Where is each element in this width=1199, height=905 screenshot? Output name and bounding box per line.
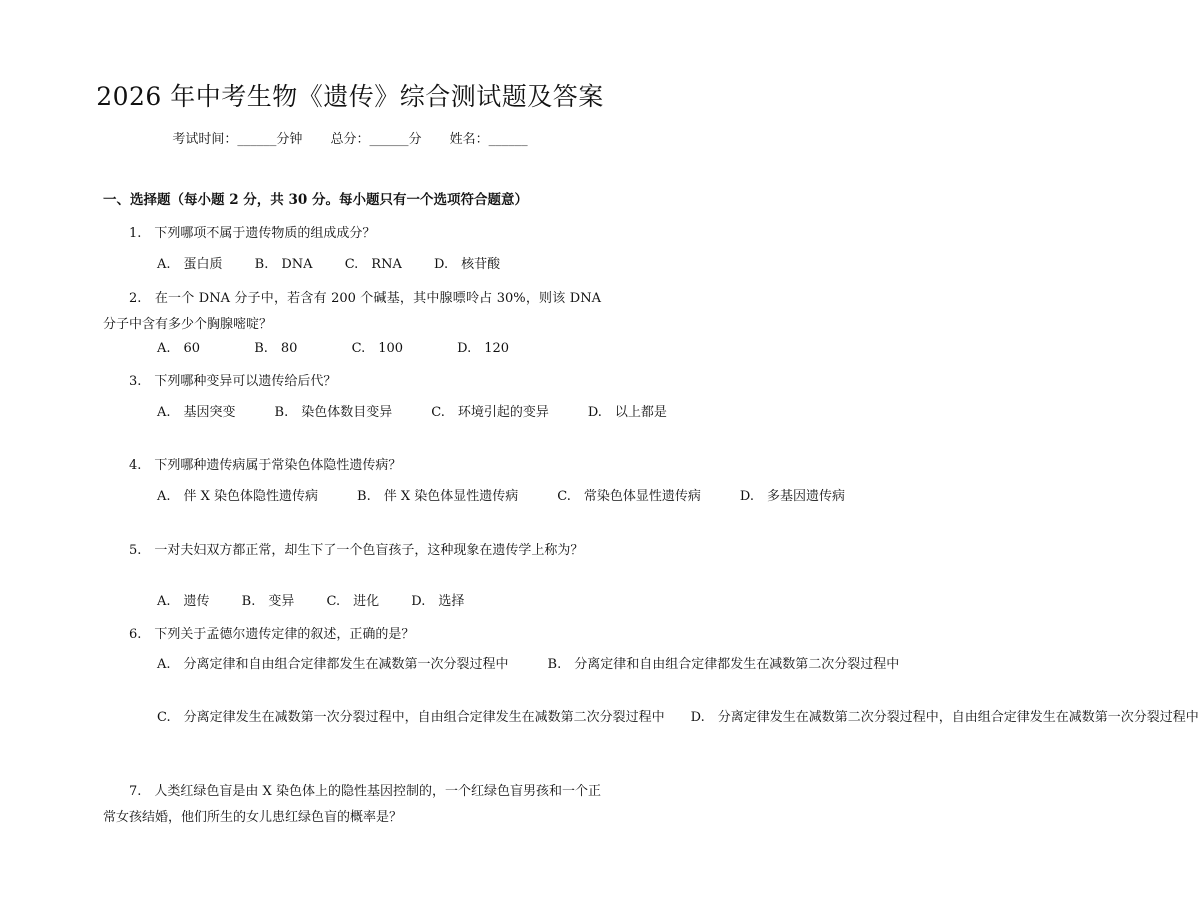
page-title: 2026 年中考生物《遗传》综合测试题及答案 (96, 82, 604, 111)
option-c: C. 100 (351, 341, 404, 356)
question-6-options-text-1: A. 分离定律和自由组合定律都发生在减数第一次分裂过程中 B. 分离定律和自由组合定律都发生在减数第二次分裂过程中 (157, 657, 900, 672)
question-3-options-text: A. 基因突变 B. 染色体数目变异 C. 环境引起的变异 D. 以上都是 (157, 405, 667, 420)
question-2-options (103, 336, 601, 362)
question-2: 2. 在一个 DNA 分子中，若含有 200 个碱基，其中腺嘌呤占 30%，则该 DNA 分子中含有多少个胸腺嘧啶？ (103, 291, 601, 332)
option-d: D. 核苷酸 (434, 257, 501, 272)
question-7: 7. 人类红绿色盲是由 X 染色体上的隐性基因控制的，一个红绿色盲男孩和一个正常女孩结婚，他们所生的女儿患红绿色盲的概率是？ (103, 784, 601, 825)
question-3-options (103, 400, 667, 426)
question-5-options (103, 589, 601, 615)
question-6-options-1 (103, 652, 900, 678)
question-1-options (103, 252, 601, 278)
question-4-options (103, 484, 845, 510)
student-name-field: 姓名：______ (449, 132, 528, 147)
question-4: 4. 下列哪种遗传病属于常染色体隐性遗传病？ (129, 458, 402, 473)
question-1: 1. 下列哪项不属于遗传物质的组成成分？ (129, 226, 376, 241)
question-6-options-2 (103, 705, 1199, 731)
option-c: C. 进化 (326, 594, 380, 609)
exam-meta (0, 130, 700, 150)
option-a: A. 蛋白质 (157, 257, 223, 272)
exam-time-field: 考试时间：______分钟 (172, 132, 303, 147)
option-b: B. DNA (254, 257, 313, 272)
option-a: A. 遗传 (157, 594, 210, 609)
option-c: C. RNA (344, 257, 402, 272)
option-d: D. 120 (457, 341, 510, 356)
question-6: 6. 下列关于孟德尔遗传定律的叙述，正确的是？ (129, 627, 415, 642)
option-b: B. 80 (254, 341, 298, 356)
option-d: D. 选择 (411, 594, 465, 609)
question-6-options-text-2: C. 分离定律发生在减数第一次分裂过程中，自由组合定律发生在减数第二次分裂过程中 D. 分离定律发生在减数第二次分裂过程中，自由组合定律发生在减数第一次分裂过程中 (157, 710, 1199, 725)
question-3: 3. 下列哪种变异可以遗传给后代？ (129, 374, 337, 389)
total-score-field: 总分：______分 (330, 132, 422, 147)
section-heading: 一、选择题（每小题 2 分，共 30 分。每小题只有一个选项符合题意） (103, 192, 528, 208)
option-a: A. 60 (157, 341, 201, 356)
question-4-options-text: A. 伴 X 染色体隐性遗传病 B. 伴 X 染色体显性遗传病 C. 常染色体显性遗传病 D. 多基因遗传病 (157, 489, 845, 504)
option-b: B. 变异 (241, 594, 295, 609)
question-5: 5. 一对夫妇双方都正常，却生下了一个色盲孩子，这种现象在遗传学上称为？ (129, 543, 584, 558)
